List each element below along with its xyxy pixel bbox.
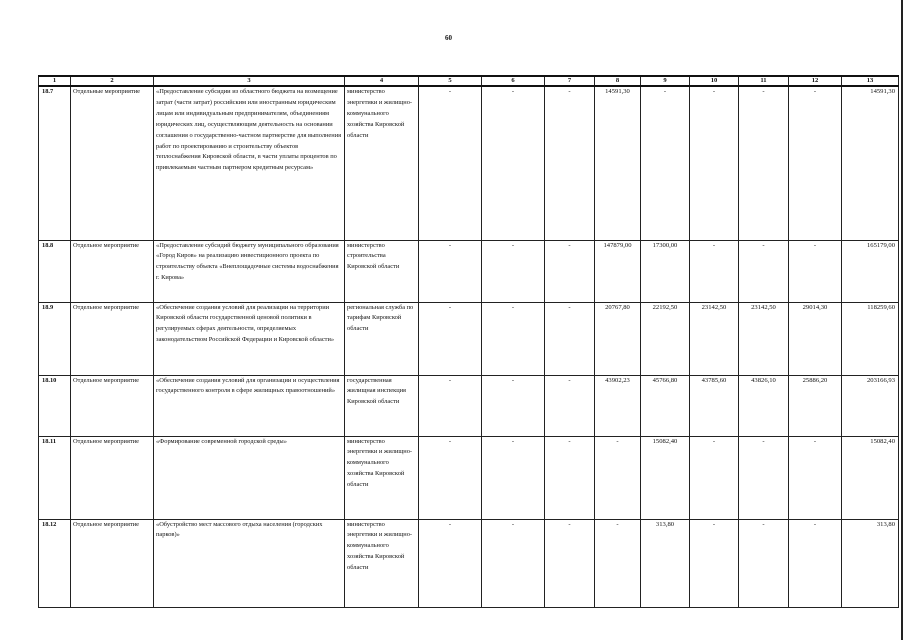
row-type: Отдельное мероприятие [71, 240, 154, 302]
row-value-9: 313,80 [641, 519, 690, 607]
row-value-6: - [482, 519, 545, 607]
row-type: Отдельное мероприятие [71, 375, 154, 436]
row-value-5: - [419, 436, 482, 519]
row-value-12: - [789, 519, 842, 607]
row-value-5: - [419, 302, 482, 375]
row-value-7: - [545, 375, 595, 436]
row-value-7: - [545, 302, 595, 375]
row-value-10: - [690, 240, 739, 302]
row-value-10: 23142,50 [690, 302, 739, 375]
row-value-10: - [690, 86, 739, 240]
table-row [39, 86, 899, 240]
row-value-6: - [482, 86, 545, 240]
row-value-11: - [739, 86, 789, 240]
table-row [39, 375, 899, 436]
row-executor: региональная служба по тарифам Кировской области [345, 302, 419, 375]
row-executor: министерство энергетики и жилищно-коммунального хозяйства Кировской области [345, 436, 419, 519]
row-value-6: - [482, 240, 545, 302]
row-number: 18.8 [39, 240, 71, 302]
row-number: 18.7 [39, 86, 71, 240]
col-header-4: 4 [345, 76, 419, 86]
row-value-12: 25886,20 [789, 375, 842, 436]
row-value-8: 147879,00 [595, 240, 641, 302]
col-header-1: 1 [39, 76, 71, 86]
row-total: 118259,60 [842, 302, 899, 375]
row-value-12: - [789, 436, 842, 519]
row-value-7: - [545, 436, 595, 519]
col-header-5: 5 [419, 76, 482, 86]
row-total: 15082,40 [842, 436, 899, 519]
row-value-11: 43826,10 [739, 375, 789, 436]
col-header-11: 11 [739, 76, 789, 86]
row-value-7: - [545, 86, 595, 240]
row-value-8: 43902,23 [595, 375, 641, 436]
row-number: 18.10 [39, 375, 71, 436]
row-value-5: - [419, 375, 482, 436]
row-name: «Обеспечение создания условий для организации и осуществления государственного контроля в сфере жилищных правоотношений» [154, 375, 345, 436]
row-name: «Формирование современной городской среды» [154, 436, 345, 519]
program-table [38, 75, 899, 608]
row-executor: министерство строительства Кировской области [345, 240, 419, 302]
row-value-11: - [739, 519, 789, 607]
row-total: 165179,00 [842, 240, 899, 302]
row-value-10: 43785,60 [690, 375, 739, 436]
program-table-wrapper [38, 75, 899, 608]
row-value-11: 23142,50 [739, 302, 789, 375]
row-value-12: 29014,30 [789, 302, 842, 375]
row-value-6: - [482, 436, 545, 519]
row-type: Отдельное мероприятие [71, 302, 154, 375]
row-value-8: 14591,30 [595, 86, 641, 240]
row-name: «Предоставление субсидий бюджету муниципального образования «Город Киров» на реализацию инвестиционного проекта по строительству объекта «Внеплощадочные системы водоснабжения г. Кирова» [154, 240, 345, 302]
row-value-9: 15082,40 [641, 436, 690, 519]
col-header-2: 2 [71, 76, 154, 86]
col-header-12: 12 [789, 76, 842, 86]
row-value-12: - [789, 86, 842, 240]
header-row [39, 76, 899, 86]
row-name: «Предоставление субсидии из областного бюджета на возмещение затрат (части затрат) российским или иностранным юридическим лицам или индивидуальным предпринимателям, объединениям юридических лиц, осуществляющим деятельность на основании соглашения о государственно-частном партнерстве для выполнения работ по проектированию и строительству объектов теплоснабжения Кировской области, в части уплаты процентов по привлекаемым частным партнером кредитным ресурсам» [154, 86, 345, 240]
row-value-12: - [789, 240, 842, 302]
row-value-6: - [482, 375, 545, 436]
row-value-7: - [545, 519, 595, 607]
row-type: Отдельное мероприятие [71, 436, 154, 519]
row-executor: министерство энергетики и жилищно-коммунального хозяйства Кировской области [345, 86, 419, 240]
row-number: 18.9 [39, 302, 71, 375]
row-number: 18.11 [39, 436, 71, 519]
row-value-5: - [419, 86, 482, 240]
scan-edge-line [901, 0, 903, 640]
row-number: 18.12 [39, 519, 71, 607]
row-value-10: - [690, 519, 739, 607]
row-executor: министерство энергетики и жилищно-коммунального хозяйства Кировской области [345, 519, 419, 607]
col-header-8: 8 [595, 76, 641, 86]
row-value-8: 20767,80 [595, 302, 641, 375]
row-value-5: - [419, 240, 482, 302]
row-value-7: - [545, 240, 595, 302]
col-header-7: 7 [545, 76, 595, 86]
table-row [39, 519, 899, 607]
row-value-9: 45766,80 [641, 375, 690, 436]
row-value-9: 22192,50 [641, 302, 690, 375]
table-row [39, 302, 899, 375]
row-value-11: - [739, 436, 789, 519]
row-total: 14591,30 [842, 86, 899, 240]
row-value-11: - [739, 240, 789, 302]
row-name: «Обеспечение создания условий для реализации на территории Кировской области государственной ценовой политики в регулируемых сферах деятельности, определяемых законодательством Российской Федерации и Кировской области» [154, 302, 345, 375]
row-value-9: 17300,00 [641, 240, 690, 302]
row-value-9: - [641, 86, 690, 240]
table-row [39, 436, 899, 519]
row-value-5: - [419, 519, 482, 607]
row-executor: государственная жилищная инспекция Кировской области [345, 375, 419, 436]
row-value-10: - [690, 436, 739, 519]
row-value-8: - [595, 519, 641, 607]
col-header-6: 6 [482, 76, 545, 86]
table-row [39, 240, 899, 302]
row-type: Отдельные мероприятие [71, 86, 154, 240]
col-header-3: 3 [154, 76, 345, 86]
col-header-10: 10 [690, 76, 739, 86]
col-header-9: 9 [641, 76, 690, 86]
page-number: 60 [445, 34, 452, 42]
row-total: 313,80 [842, 519, 899, 607]
row-type: Отдельное мероприятие [71, 519, 154, 607]
row-name: «Обустройство мест массового отдыха населения (городских парков)» [154, 519, 345, 607]
row-value-6: - [482, 302, 545, 375]
row-total: 203166,93 [842, 375, 899, 436]
col-header-13: 13 [842, 76, 899, 86]
row-value-8: - [595, 436, 641, 519]
